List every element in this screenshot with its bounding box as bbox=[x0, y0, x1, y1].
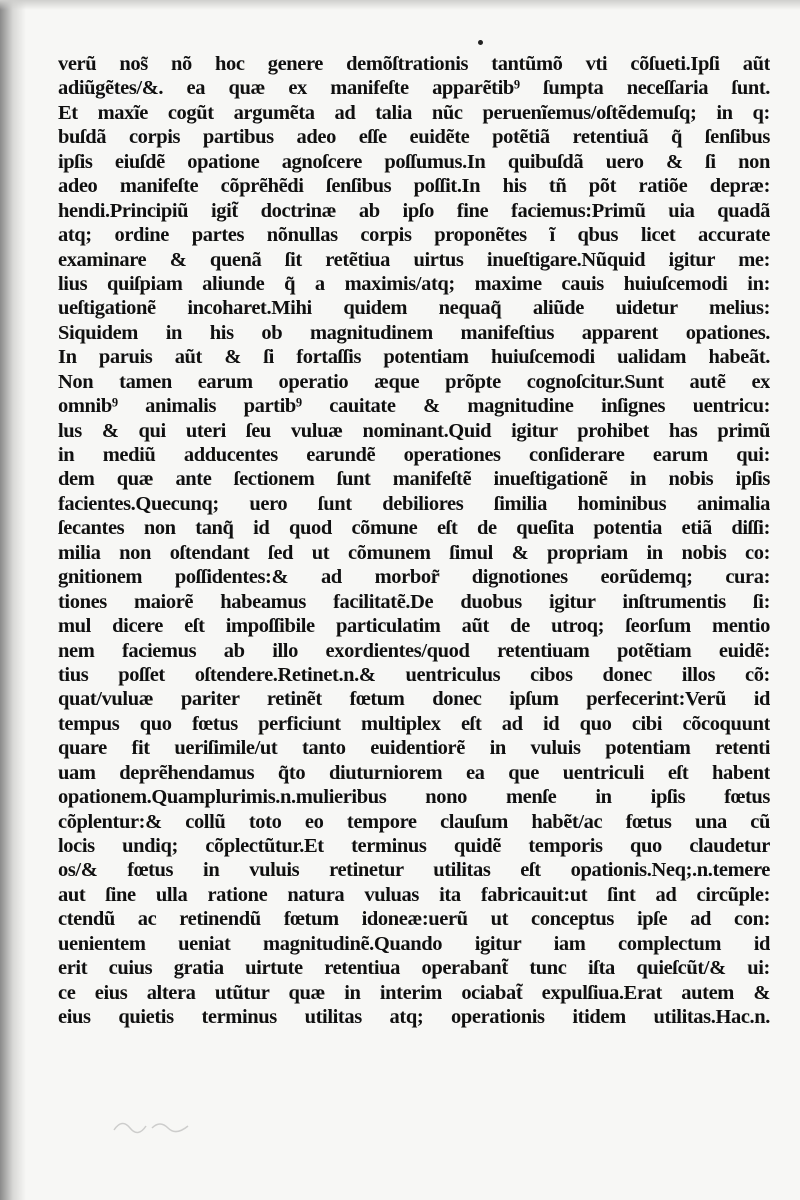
text-line: opationem.Quamplurimis.n.mulieribus nono menſe in ipſis fœtus bbox=[58, 786, 770, 809]
text-line: dem quæ ante ſectionem ſunt manifeſtẽ inueſtigationẽ in nobis ipſis bbox=[58, 468, 770, 491]
text-line: verũ nos̃ nõ hoc genere demõſtrationis tantũmõ vti cõſueti.Ipſi aũt bbox=[58, 53, 770, 75]
text-line: hendi.Principiũ igit̃ doctrinæ ab ipſo fine faciemus:Primũ uia quadã bbox=[58, 199, 770, 222]
text-line: uenientem ueniat magnitudinẽ.Quando igitur iam complectum id bbox=[58, 932, 770, 955]
text-line: adiũgẽtes/&. ea quæ ex manifeſte apparẽtib⁹ ſumpta neceſſaria ſunt. bbox=[58, 77, 770, 100]
text-line: Non tamen earum operatio æque prõpte cognoſcitur.Sunt autẽ ex bbox=[58, 370, 770, 393]
text-line: eius quietis terminus utilitas atq; operationis itidem utilitas.Hac.n. bbox=[58, 1006, 770, 1029]
text-line: tiones maiorẽ habeamus facilitatẽ.De duobus igitur inſtrumentis ſi: bbox=[58, 590, 770, 613]
text-line: ſecantes non tanq̃ id quod cõmune eſt de queſita potentia etiã diſſi: bbox=[58, 517, 770, 540]
text-line: quat/vuluæ pariter retinẽt fœtum donec ipſum perfecerint:Verũ id bbox=[58, 688, 770, 711]
text-line: uam deprẽhendamus q̃to diuturniorem ea que uentriculi eſt habent bbox=[58, 761, 770, 784]
text-line: Et maxĩe cogũt argumẽta ad talia nũc peruenĩemus/oſtẽdemuſq; in q: bbox=[58, 101, 770, 124]
text-line: gnitionem poſſidentes:& ad morbor̃ dignotiones eorũdemq; cura: bbox=[58, 566, 770, 589]
text-line: Siquidem in his ob magnitudinem manifeſtius apparent opationes. bbox=[58, 321, 770, 344]
text-line: in mediũ adducentes earundẽ operationes conſiderare earum qui: bbox=[58, 444, 770, 466]
text-line: mul dicere eſt impoſſibile particulatim aũt de utroq; ſeorſum mentio bbox=[58, 615, 770, 638]
text-line: lus & qui uteri ſeu vuluæ nominant.Quid igitur prohibet has primũ bbox=[58, 419, 770, 442]
ink-smudge bbox=[112, 1116, 192, 1134]
text-line: cõplentur:& collũ toto eo tempore clauſum habẽt/ac fœtus una cũ bbox=[58, 810, 770, 833]
text-line: milia non oſtendant ſed ut cõmunem ſimul & propriam in nobis co: bbox=[58, 541, 770, 564]
text-line: buſdã corpis partibus adeo eſſe euidẽte potẽtiã retentiuã q̃ ſenſibus bbox=[58, 126, 770, 149]
text-line: In paruis aũt & ſi fortaſſis potentiam huiuſcemodi ualidam habeãt. bbox=[58, 346, 770, 369]
text-line: ce eius altera utũtur quæ in interim ociabat̃ expulſiua.Erat autem & bbox=[58, 981, 770, 1004]
text-line: examinare & quenã ſit retẽtiua uirtus inueſtigare.Nũquid igitur me: bbox=[58, 248, 770, 271]
text-line: atq; ordine partes nõnullas corpis proponẽtes ĩ qbus licet accurate bbox=[58, 224, 770, 247]
page-top-shadow bbox=[0, 0, 800, 10]
text-body bbox=[58, 52, 770, 1030]
ink-dot bbox=[478, 40, 483, 45]
page-edge-shadow bbox=[0, 0, 26, 1200]
text-line: tius poſſet oſtendere.Retinet.n.& uentriculus cibos donec illos cõ: bbox=[58, 663, 770, 686]
text-line: ipſis eiuſdẽ opatione agnoſcere poſſumus.In quibuſdã uero & ſi non bbox=[58, 150, 770, 173]
text-line: adeo manifeſte cõprẽhẽdi ſenſibus poſſit.In his tñ põt ratiõe depræ: bbox=[58, 175, 770, 198]
text-line: erit cuius gratia uirtute retentiua operabant̃ tunc iſta quieſcũt/& ui: bbox=[58, 957, 770, 980]
text-line: facientes.Quecunq; uero ſunt debiliores ſimilia hominibus animalia bbox=[58, 492, 770, 515]
text-line: nem faciemus ab illo exordientes/quod retentiuam potẽtiam euidẽ: bbox=[58, 639, 770, 662]
text-line: quare fit ueriſimile/ut tanto euidentiorẽ in vuluis potentiam retenti bbox=[58, 737, 770, 760]
text-line: ueſtigationẽ incoharet.Mihi quidem nequaq̃ aliũde uidetur melius: bbox=[58, 297, 770, 320]
text-line: omnib⁹ animalis partib⁹ cauitate & magnitudine inſignes uentricu: bbox=[58, 395, 770, 418]
text-line: ctendũ ac retinendũ fœtum idoneæ:uerũ ut conceptus ipſe ad con: bbox=[58, 908, 770, 931]
text-line: aut ſine ulla ratione natura vuluas ita fabricauit:ut ſint ad circũple: bbox=[58, 883, 770, 906]
text-line: locis undiq; cõplectũtur.Et terminus quidẽ temporis quo claudetur bbox=[58, 835, 770, 857]
text-line: tempus quo fœtus perficiunt multiplex eſt ad id quo cibi cõcoquunt bbox=[58, 712, 770, 735]
text-line: lius quiſpiam aliunde q̃ a maximis/atq; maxime cauis huiuſcemodi in: bbox=[58, 272, 770, 295]
text-line: os/& fœtus in vuluis retinetur utilitas eſt opationis.Neq;.n.temere bbox=[58, 859, 770, 882]
